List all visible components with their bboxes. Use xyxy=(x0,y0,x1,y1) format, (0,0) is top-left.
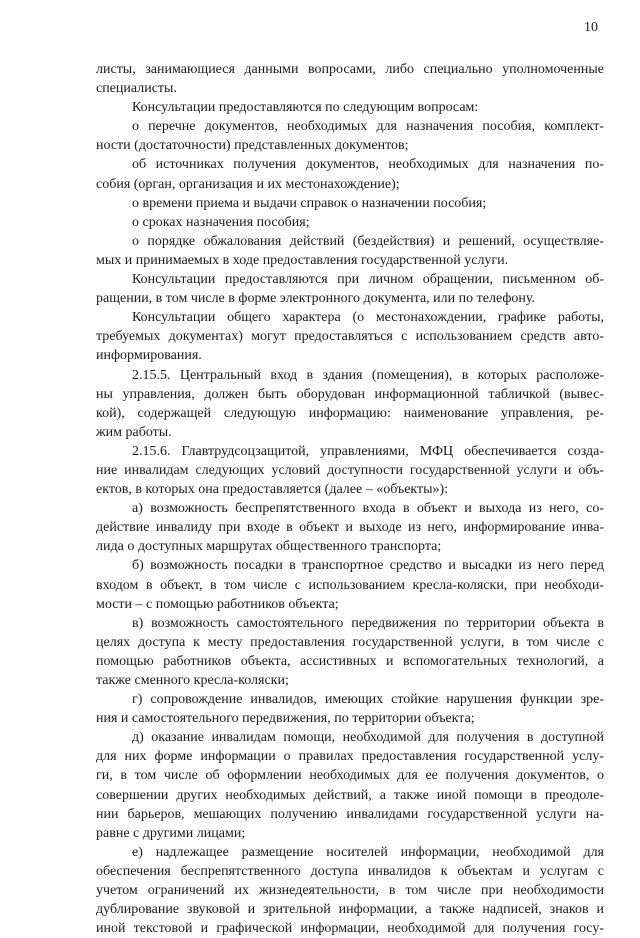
text-line: о порядке обжалования действий (бездействия) и решений, осуществляе- xyxy=(132,233,604,249)
text-line: Консультации общего характера (о местонахождении, графике работы, xyxy=(132,310,604,326)
text-line: 2.15.5. Центральный вход в здания (помещения), в которых расположе- xyxy=(132,367,604,383)
text-line: мости – с помощью работников объекта; xyxy=(96,596,339,612)
text-line: нии барьеров, мешающих получению инвалидами государственной услуги на- xyxy=(96,806,604,822)
text-line: б) возможность посадки в транспортное средство и высадки из него перед xyxy=(132,558,604,574)
text-line: собия (орган, организация и их местонахождение); xyxy=(96,176,400,192)
text-line: специалисты. xyxy=(96,81,177,97)
text-line: а) возможность беспрепятственного входа в объект и выхода из него, со- xyxy=(132,501,604,517)
body-text xyxy=(96,60,604,938)
text-line: в) возможность самостоятельного передвижения по территории объекта в xyxy=(132,615,604,631)
text-line: действие инвалиду при входе в объект и выходе из него, информирование инва- xyxy=(96,520,604,536)
text-line: ние инвалидам следующих условий доступности государственной услуги и объ- xyxy=(96,462,604,478)
text-line: также сменного кресла-коляски; xyxy=(96,673,289,688)
text-line: о времени приема и выдачи справок о назначении пособия; xyxy=(132,195,487,211)
text-line: лида о доступных маршрутах общественного транспорта; xyxy=(96,539,442,555)
text-line: о сроках назначения пособия; xyxy=(132,214,310,230)
text-line: обеспечения беспрепятственного доступа инвалидов к объектам и услугам с xyxy=(96,863,604,879)
text-line: иной текстовой и графической информации, необходимой для получения госу- xyxy=(96,921,604,937)
text-line: информирования. xyxy=(96,348,202,364)
text-line: совершении других необходимых действий, а также иной помощи в преодоле- xyxy=(96,787,604,803)
text-line: ги, в том числе об оформлении необходимых для ее получения документов, о xyxy=(96,768,604,784)
text-line: кой), содержащей следующую информацию: наименование управления, ре- xyxy=(96,405,604,421)
text-line: ния и самостоятельного передвижения, по территории объекта; xyxy=(96,711,475,727)
text-line: д) оказание инвалидам помощи, необходимой для получения в доступной xyxy=(132,730,604,746)
text-line: ны управления, должен быть оборудован информационной табличкой (вывес- xyxy=(96,386,604,402)
text-line: равне с другими лицами; xyxy=(96,825,246,841)
text-line: мых и принимаемых в ходе предоставления государственной услуги. xyxy=(96,252,509,268)
text-line: г) сопровождение инвалидов, имеющих стойкие нарушения функции зре- xyxy=(132,692,604,708)
text-line: ности (достаточности) представленных документов; xyxy=(96,138,409,154)
text-line: 2.15.6. Главтрудсоцзащитой, управлениями, МФЦ обеспечивается созда- xyxy=(132,443,604,459)
text-line: для них форме информации о правилах предоставления государственной услу- xyxy=(96,749,604,765)
text-line: целях доступа к месту предоставления государственной услуги, в том числе с xyxy=(96,634,604,650)
text-line: е) надлежащее размещение носителей информации, необходимой для xyxy=(132,844,604,860)
page-number: 10 xyxy=(584,20,598,35)
text-line: ращении, в том числе в форме электронного документа, или по телефону. xyxy=(96,291,535,307)
text-line: помощью работников объекта, ассистивных и вспомогательных технологий, а xyxy=(96,653,604,669)
text-line: дублирование звуковой и зрительной информации, а также надписей, знаков и xyxy=(96,902,604,918)
text-line: листы, занимающиеся данными вопросами, либо специально уполномоченные xyxy=(96,62,604,77)
text-line: об источниках получения документов, необходимых для назначения по- xyxy=(132,157,604,173)
text-line: ектов, в которых она предоставляется (далее – «объекты»): xyxy=(96,482,449,498)
text-line: Консультации предоставляются по следующим вопросам: xyxy=(132,100,479,116)
text-line: жим работы. xyxy=(96,424,172,440)
text-line: о перечне документов, необходимых для назначения пособия, комплект- xyxy=(132,119,604,135)
text-line: входом в объект, в том числе с использованием кресла-коляски, при необходи- xyxy=(96,577,604,593)
text-line: Консультации предоставляются при личном обращении, письменном об- xyxy=(132,272,604,288)
text-line: требуемых документах) могут предоставляться с использованием средств авто- xyxy=(96,329,604,345)
text-line: учетом ограничений их жизнедеятельности, в том числе при необходимости xyxy=(96,883,604,899)
